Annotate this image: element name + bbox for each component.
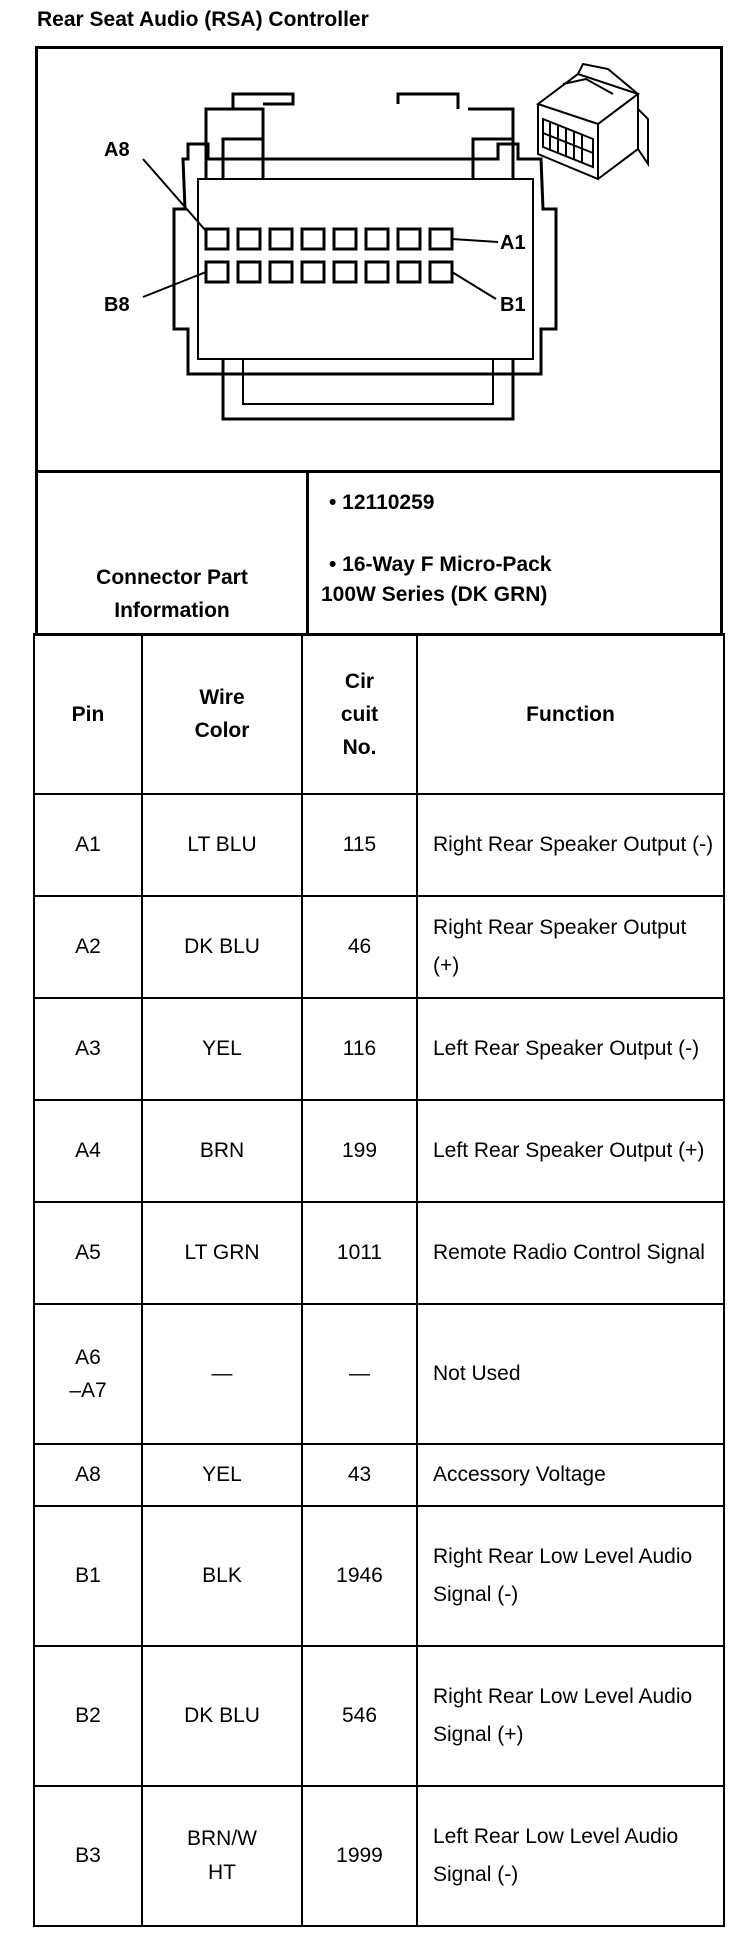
table-row [34, 794, 724, 896]
function-cell: Accessory Voltage [417, 1444, 724, 1506]
pin-cell: A3 [34, 998, 142, 1100]
circuit-cell: 1999 [302, 1786, 417, 1926]
wire-color-cell: YEL [142, 1444, 302, 1506]
header-circuit-no: Cir cuit No. [302, 634, 417, 794]
table-row [34, 1304, 724, 1444]
function-cell: Remote Radio Control Signal [417, 1202, 724, 1304]
table-row [34, 1444, 724, 1506]
connector-diagram-panel [35, 46, 723, 473]
function-cell: Right Rear Low Level Audio Signal (+) [417, 1646, 724, 1786]
wire-color-cell: DK BLU [142, 896, 302, 998]
wire-color-cell: BRN/W HT [142, 1786, 302, 1926]
circuit-cell: 1011 [302, 1202, 417, 1304]
circuit-cell: 1946 [302, 1506, 417, 1646]
label-a1: A1 [500, 232, 526, 254]
connector-3d-view [538, 64, 648, 179]
wire-color-cell: YEL [142, 998, 302, 1100]
page-title: Rear Seat Audio (RSA) Controller [37, 8, 369, 31]
pin-cell: A1 [34, 794, 142, 896]
circuit-cell: 116 [302, 998, 417, 1100]
header-pin: Pin [34, 634, 142, 794]
connector-description-line2: 100W Series (DK GRN) [321, 583, 548, 606]
wire-color-cell: BRN [142, 1100, 302, 1202]
pin-cell: B2 [34, 1646, 142, 1786]
function-cell: Left Rear Low Level Audio Signal (-) [417, 1786, 724, 1926]
pin-cell: A5 [34, 1202, 142, 1304]
circuit-cell: 115 [302, 794, 417, 896]
function-cell: Not Used [417, 1304, 724, 1444]
circuit-cell: 199 [302, 1100, 417, 1202]
table-row [34, 1506, 724, 1646]
function-cell: Right Rear Low Level Audio Signal (-) [417, 1506, 724, 1646]
pin-cell: A4 [34, 1100, 142, 1202]
header-function: Function [417, 634, 724, 794]
circuit-cell: 546 [302, 1646, 417, 1786]
wire-color-cell: BLK [142, 1506, 302, 1646]
connector-description-line1: • 16-Way F Micro-Pack [329, 553, 552, 576]
table-row [34, 1100, 724, 1202]
function-cell: Left Rear Speaker Output (+) [417, 1100, 724, 1202]
table-header-row [34, 634, 724, 794]
label-b1: B1 [500, 294, 526, 316]
label-b8: B8 [104, 294, 130, 316]
table-row [34, 1786, 724, 1926]
wire-color-cell: — [142, 1304, 302, 1444]
circuit-cell: 46 [302, 896, 417, 998]
wire-color-cell: LT BLU [142, 794, 302, 896]
pin-cell: B3 [34, 1786, 142, 1926]
circuit-cell: 43 [302, 1444, 417, 1506]
part-number: • 12110259 [329, 491, 435, 514]
pin-cell: A2 [34, 896, 142, 998]
header-wire-color: Wire Color [142, 634, 302, 794]
function-cell: Right Rear Speaker Output (-) [417, 794, 724, 896]
pin-cell: A8 [34, 1444, 142, 1506]
table-row [34, 998, 724, 1100]
wire-color-cell: LT GRN [142, 1202, 302, 1304]
wire-color-cell: DK BLU [142, 1646, 302, 1786]
table-row [34, 1646, 724, 1786]
circuit-cell: — [302, 1304, 417, 1444]
function-cell: Right Rear Speaker Output (+) [417, 896, 724, 998]
connector-info-panel [35, 470, 723, 636]
connector-info-label: Connector Part Information [38, 473, 309, 633]
function-cell: Left Rear Speaker Output (-) [417, 998, 724, 1100]
table-row [34, 1202, 724, 1304]
connector-diagram [38, 49, 720, 470]
pinout-table [33, 633, 725, 1927]
table-row [34, 896, 724, 998]
label-a8: A8 [104, 139, 130, 161]
pin-cell: B1 [34, 1506, 142, 1646]
pin-cell: A6 –A7 [34, 1304, 142, 1444]
